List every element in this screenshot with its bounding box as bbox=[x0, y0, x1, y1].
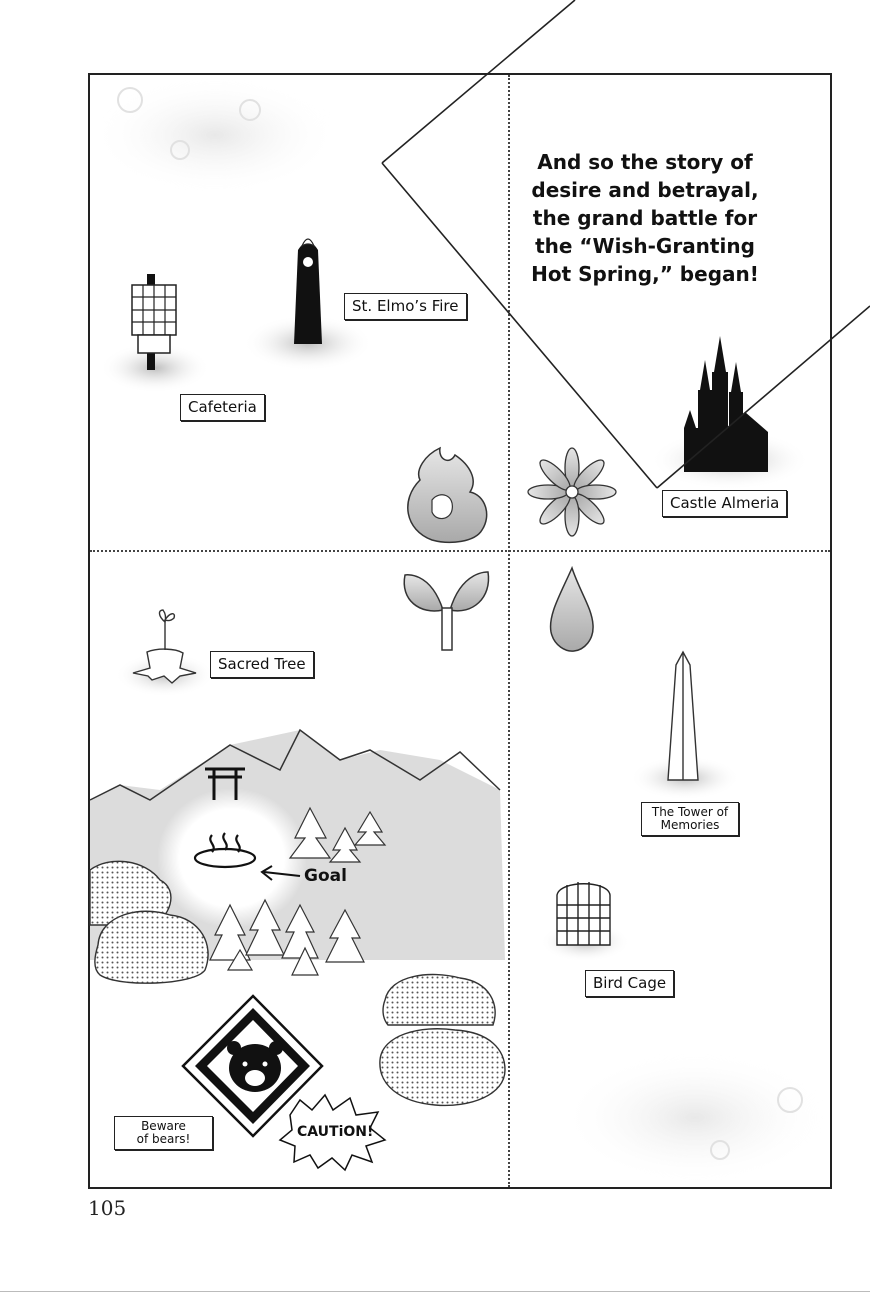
caution-label: CAUTiON! bbox=[297, 1124, 374, 1140]
sprout-icon bbox=[404, 572, 488, 650]
flower-icon bbox=[528, 448, 616, 536]
narration-line: desire and betrayal, bbox=[531, 178, 759, 202]
label-tower-line2: Memories bbox=[660, 818, 720, 833]
label-bears-line1: Beware bbox=[141, 1119, 186, 1133]
label-castle-almeria: Castle Almeria bbox=[662, 490, 787, 517]
tower-icon bbox=[294, 239, 322, 344]
label-cafeteria: Cafeteria bbox=[180, 394, 265, 421]
page-number: 105 bbox=[88, 1196, 127, 1220]
label-st-elmos-fire: St. Elmo’s Fire bbox=[344, 293, 467, 320]
obelisk-icon bbox=[668, 652, 698, 780]
narration-text bbox=[520, 148, 770, 288]
goal-label: Goal bbox=[304, 866, 347, 886]
narration-line: the “Wish-Granting bbox=[535, 234, 755, 258]
narration-line: And so the story of bbox=[537, 150, 753, 174]
narration-line: Hot Spring,” began! bbox=[531, 262, 759, 286]
birdcage-icon bbox=[557, 882, 610, 945]
label-tower-line1: The Tower of bbox=[651, 805, 729, 819]
narration-line: the grand battle for bbox=[532, 206, 758, 230]
label-bears-line2: of bears! bbox=[136, 1132, 191, 1147]
page-bottom-edge bbox=[0, 1291, 870, 1292]
sacred-tree-icon bbox=[133, 610, 196, 683]
drop-icon bbox=[551, 568, 594, 651]
label-beware-of-bears bbox=[114, 1116, 213, 1150]
label-bird-cage: Bird Cage bbox=[585, 970, 674, 997]
snow-texture-top-left bbox=[90, 75, 340, 195]
label-sacred-tree: Sacred Tree bbox=[210, 651, 314, 678]
flame-icon bbox=[408, 448, 487, 542]
snow-texture-bottom-right bbox=[560, 1050, 830, 1185]
label-tower-of-memories bbox=[641, 802, 739, 836]
